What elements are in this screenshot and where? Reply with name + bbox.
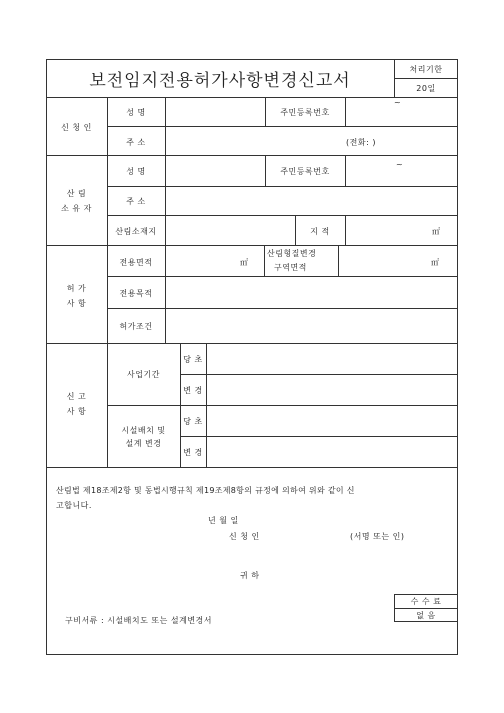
facility-change-field[interactable]: [207, 437, 457, 467]
page-title: 보전임지전용허가사항변경신고서: [89, 71, 351, 91]
owner-rrn-field[interactable]: [346, 156, 457, 186]
change-area-field[interactable]: [339, 246, 457, 276]
lot-field[interactable]: [346, 216, 457, 245]
forest-location-label: 산림소재지: [115, 227, 157, 236]
applicant-address-field[interactable]: [166, 127, 457, 155]
date-line: 년 월 일: [208, 516, 239, 525]
conversion-area-label: 전용면적: [119, 258, 153, 267]
deadline-value: 20일: [416, 84, 436, 93]
fee-label: 수 수 료: [410, 597, 442, 606]
facility-original-field[interactable]: [207, 406, 457, 436]
required-documents: 구비서류 : 시설배치도 또는 설계변경서: [65, 616, 213, 625]
rrn-separator: ~: [396, 160, 404, 169]
change-area-unit: ㎡: [431, 258, 440, 267]
period-original-label: 당 초: [183, 355, 203, 364]
change-area-label: 산림형질변경: [267, 249, 317, 258]
applicant-section-label: 신 청 인: [61, 123, 92, 132]
owner-rrn-label: 주민등록번호: [280, 167, 330, 176]
signer-label: 신 청 인: [229, 532, 260, 541]
applicant-phone-label: (전화: ): [346, 138, 376, 147]
forest-location-field[interactable]: [166, 216, 295, 245]
facility-original-label: 당 초: [183, 417, 203, 426]
fee-value: 없 음: [416, 611, 436, 620]
applicant-address-label: 주 소: [126, 138, 146, 147]
permit-section-label: 허 가: [66, 284, 87, 293]
signer-field[interactable]: [275, 527, 345, 541]
conversion-area-field[interactable]: [166, 246, 264, 276]
owner-name-label: 성 명: [126, 167, 146, 176]
report-section-label: 신 고: [66, 392, 87, 401]
conversion-area-unit: ㎡: [240, 258, 249, 267]
report-section-label-2: 사 항: [66, 407, 87, 416]
facility-label: 시설배치 및: [121, 426, 166, 435]
owner-section-label-2: 소 유 자: [61, 204, 92, 213]
addressee: 귀 하: [240, 571, 260, 580]
lot-label: 지 적: [310, 227, 330, 236]
owner-address-field[interactable]: [166, 187, 457, 215]
facility-label-2: 설계 변경: [125, 439, 162, 448]
period-change-label: 변 경: [183, 386, 203, 395]
applicant-name-label: 성 명: [126, 108, 146, 117]
statement-line-1: 산림법 제18조제2항 및 동법시행규칙 제19조제8항의 규정에 의하여 위와 같이 신: [56, 486, 355, 495]
owner-address-label: 주 소: [126, 197, 146, 206]
business-period-label: 사업기간: [127, 370, 160, 379]
owner-name-field[interactable]: [166, 156, 265, 186]
permit-section-label-2: 사 항: [66, 299, 87, 308]
purpose-field[interactable]: [166, 277, 457, 308]
period-original-field[interactable]: [207, 344, 457, 374]
condition-field[interactable]: [166, 309, 457, 343]
statement-line-2: 고합니다.: [56, 501, 92, 510]
facility-change-label: 변 경: [183, 448, 203, 457]
condition-label: 허가조건: [119, 322, 153, 331]
lot-unit: ㎡: [432, 227, 441, 236]
owner-section-label: 산 림: [66, 189, 87, 198]
rrn-separator: ~: [394, 98, 402, 107]
applicant-rrn-field[interactable]: [346, 98, 457, 126]
sign-or-seal-label: (서명 또는 인): [350, 532, 405, 541]
purpose-label: 전용목적: [119, 289, 153, 298]
deadline-label: 처리기한: [409, 65, 443, 74]
applicant-name-field[interactable]: [166, 98, 265, 126]
applicant-rrn-label: 주민등록번호: [280, 108, 330, 117]
change-area-label-2: 구역면적: [274, 263, 307, 272]
period-change-field[interactable]: [207, 375, 457, 405]
